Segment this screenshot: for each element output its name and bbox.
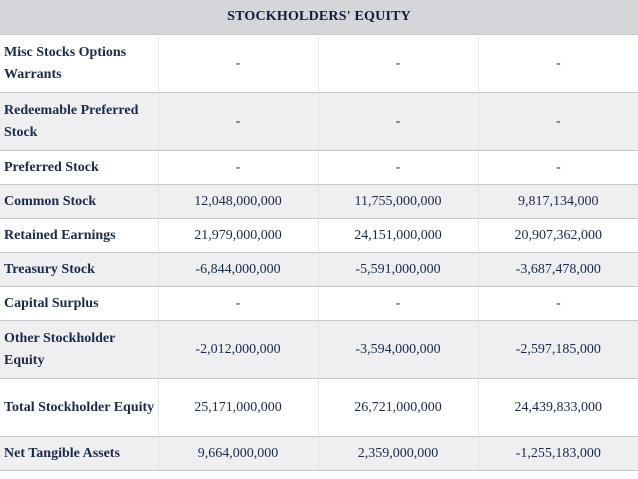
row-label: Misc Stocks Options Warrants [0, 35, 158, 93]
row-value: 11,755,000,000 [318, 185, 478, 219]
table-row-capital-surplus [0, 287, 638, 321]
row-value: -3,687,478,000 [478, 253, 638, 287]
row-value: - [318, 93, 478, 151]
row-value: 20,907,362,000 [478, 219, 638, 253]
row-value: - [158, 287, 318, 321]
row-label: Common Stock [0, 185, 158, 219]
table-row-total-stockholder-equity [0, 379, 638, 437]
row-value: -6,844,000,000 [158, 253, 318, 287]
table-row-common-stock [0, 185, 638, 219]
row-value: 9,664,000,000 [158, 437, 318, 471]
row-value: - [158, 151, 318, 185]
row-value: 24,151,000,000 [318, 219, 478, 253]
table-row-net-tangible-assets [0, 437, 638, 471]
row-value: - [478, 287, 638, 321]
row-value: - [158, 35, 318, 93]
table-row-treasury-stock [0, 253, 638, 287]
row-value: 2,359,000,000 [318, 437, 478, 471]
row-value: 9,817,134,000 [478, 185, 638, 219]
row-value: 26,721,000,000 [318, 379, 478, 437]
row-value: - [318, 151, 478, 185]
row-label: Redeemable Preferred Stock [0, 93, 158, 151]
row-label: Total Stockholder Equity [0, 379, 158, 437]
row-value: -3,594,000,000 [318, 321, 478, 379]
table-row-redeemable-preferred-stock [0, 93, 638, 151]
row-value: 24,439,833,000 [478, 379, 638, 437]
row-label: Preferred Stock [0, 151, 158, 185]
row-label: Retained Earnings [0, 219, 158, 253]
row-value: 21,979,000,000 [158, 219, 318, 253]
row-value: 12,048,000,000 [158, 185, 318, 219]
row-label: Capital Surplus [0, 287, 158, 321]
row-value: -2,597,185,000 [478, 321, 638, 379]
table-row-other-stockholder-equity [0, 321, 638, 379]
table-title: STOCKHOLDERS' EQUITY [0, 0, 638, 35]
row-label: Net Tangible Assets [0, 437, 158, 471]
row-value: - [158, 93, 318, 151]
row-value: - [478, 93, 638, 151]
row-value: -5,591,000,000 [318, 253, 478, 287]
row-value: -2,012,000,000 [158, 321, 318, 379]
table-header-row [0, 0, 638, 35]
table-row-misc-stocks-options-warrants [0, 35, 638, 93]
row-value: - [318, 35, 478, 93]
row-value: - [478, 35, 638, 93]
row-value: 25,171,000,000 [158, 379, 318, 437]
table-row-preferred-stock [0, 151, 638, 185]
row-label: Other Stockholder Equity [0, 321, 158, 379]
row-label: Treasury Stock [0, 253, 158, 287]
table-row-retained-earnings [0, 219, 638, 253]
row-value: - [478, 151, 638, 185]
row-value: - [318, 287, 478, 321]
row-value: -1,255,183,000 [478, 437, 638, 471]
